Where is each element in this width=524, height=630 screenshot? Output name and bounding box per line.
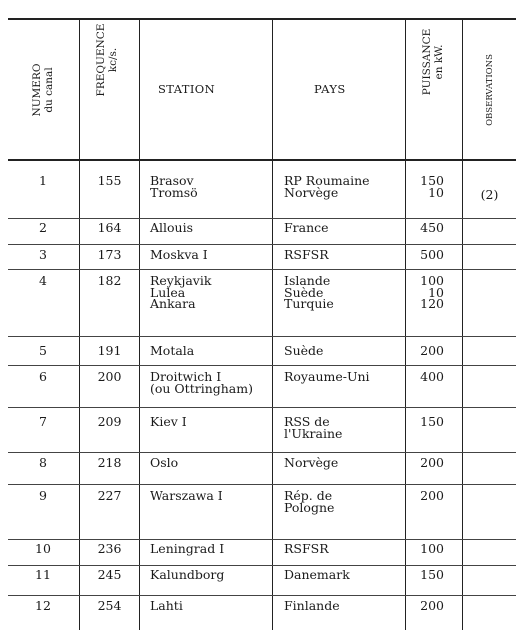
cell-frequence: 209	[97, 414, 122, 429]
cell-pays	[284, 569, 350, 581]
cell-station	[150, 569, 224, 581]
cell-line: 200	[420, 598, 444, 613]
row-divider	[8, 484, 516, 485]
cell-frequence: 245	[97, 567, 122, 582]
cell-pays	[284, 175, 370, 198]
cell-line: 100	[420, 273, 444, 288]
cell-line: Finlande	[284, 598, 340, 613]
cell-station	[150, 275, 211, 310]
cell-line: 120	[420, 296, 444, 311]
cell-puissance	[406, 345, 444, 357]
cell-line: 500	[420, 247, 444, 262]
cell-pays	[284, 457, 338, 469]
cell-line: l'Ukraine	[284, 425, 343, 441]
row-divider	[8, 365, 516, 366]
row-divider	[8, 452, 516, 453]
cell-numero: 4	[39, 273, 47, 288]
cell-frequence: 173	[97, 247, 122, 262]
cell-puissance	[406, 569, 444, 581]
cell-line: 150	[420, 567, 444, 582]
cell-line: Motala	[150, 343, 195, 358]
cell-puissance	[406, 543, 444, 555]
cell-frequence: 218	[97, 455, 122, 470]
cell-line: Suède	[284, 343, 324, 358]
cell-frequence: 191	[97, 343, 122, 358]
cell-line: Droitwich I	[150, 369, 222, 384]
cell-line: Lulea	[150, 284, 186, 300]
header-station: STATION	[158, 82, 216, 96]
cell-line: Lahti	[150, 598, 183, 613]
cell-line: RSS de	[284, 414, 330, 429]
cell-frequence: 236	[97, 541, 122, 556]
cell-line: 450	[420, 220, 444, 235]
cell-station	[150, 345, 194, 357]
cell-numero: 11	[35, 567, 51, 582]
cell-line: Suède	[284, 284, 324, 300]
cell-pays	[284, 275, 334, 310]
cell-numero: 9	[39, 488, 47, 503]
cell-line: Moskva I	[150, 247, 208, 262]
cell-frequence: 155	[97, 173, 122, 188]
row-divider	[8, 336, 516, 337]
cell-line: 200	[420, 343, 444, 358]
cell-line: Leningrad I	[150, 541, 225, 556]
cell-puissance	[406, 175, 444, 198]
cell-pays	[284, 222, 329, 234]
cell-pays	[284, 600, 340, 612]
cell-line: RSFSR	[284, 247, 329, 262]
cell-line: RP Roumaine	[284, 173, 370, 188]
row-divider	[8, 407, 516, 408]
cell-puissance	[406, 457, 444, 469]
row-divider	[8, 244, 516, 245]
cell-puissance	[406, 490, 444, 502]
cell-line: Royaume-Uni	[284, 369, 370, 384]
cell-line: Oslo	[150, 455, 179, 470]
cell-line: (ou Ottringham)	[150, 380, 253, 396]
cell-frequence: 254	[97, 598, 122, 613]
cell-puissance	[406, 600, 444, 612]
cell-line: Norvège	[284, 184, 339, 200]
cell-line: Pologne	[284, 499, 335, 515]
cell-frequence: 164	[97, 220, 122, 235]
cell-pays	[284, 543, 329, 555]
cell-line: Rép. de	[284, 488, 333, 503]
header-observations: OBSERVATIONS	[485, 54, 495, 126]
cell-line: 10	[428, 184, 444, 200]
cell-line: 150	[420, 173, 444, 188]
cell-line: Allouis	[150, 220, 194, 235]
row-divider	[8, 595, 516, 596]
cell-line: 200	[420, 455, 444, 470]
cell-puissance	[406, 371, 444, 383]
cell-line: Tromsö	[150, 184, 198, 200]
top-rule	[8, 18, 516, 20]
cell-frequence: 200	[97, 369, 122, 384]
cell-line: Brasov	[150, 173, 194, 188]
cell-station	[150, 490, 223, 502]
cell-pays	[284, 345, 323, 357]
cell-line: France	[284, 220, 329, 235]
cell-numero: 6	[39, 369, 47, 384]
cell-numero: 7	[39, 414, 47, 429]
cell-observations: (2)	[480, 187, 499, 202]
cell-line: Warszawa I	[150, 488, 223, 503]
cell-station	[150, 249, 208, 261]
cell-line: Islande	[284, 273, 331, 288]
cell-pays	[284, 371, 370, 383]
header-bottom-rule	[8, 159, 516, 161]
header-frequence: FREQUENCE kc/s.	[95, 23, 119, 97]
cell-line: RSFSR	[284, 541, 329, 556]
cell-numero: 2	[39, 220, 47, 235]
cell-numero: 5	[39, 343, 47, 358]
cell-frequence: 227	[97, 488, 122, 503]
row-divider	[8, 269, 516, 270]
cell-station	[150, 457, 178, 469]
cell-numero: 12	[35, 598, 51, 613]
cell-puissance	[406, 222, 444, 234]
row-divider	[8, 218, 516, 219]
cell-line: Kalundborg	[150, 567, 225, 582]
cell-line: 150	[420, 414, 444, 429]
cell-line: Turquie	[284, 296, 334, 311]
cell-pays	[284, 416, 342, 439]
cell-pays	[284, 490, 334, 513]
cell-station	[150, 222, 193, 234]
cell-puissance	[406, 249, 444, 261]
cell-line: 200	[420, 488, 444, 503]
cell-pays	[284, 249, 329, 261]
cell-line: Danemark	[284, 567, 350, 582]
cell-line: Norvège	[284, 455, 339, 470]
cell-line: Ankara	[150, 296, 196, 311]
cell-station	[150, 371, 253, 394]
cell-line: 100	[420, 541, 444, 556]
cell-line: 400	[420, 369, 444, 384]
row-divider	[8, 539, 516, 540]
cell-line: 10	[428, 284, 444, 300]
cell-station	[150, 416, 187, 428]
row-divider	[8, 565, 516, 566]
cell-frequence: 182	[97, 273, 122, 288]
cell-numero: 1	[39, 173, 47, 188]
cell-puissance	[406, 416, 444, 428]
cell-numero: 3	[39, 247, 47, 262]
cell-line: Kiev I	[150, 414, 187, 429]
header-numero: NUMERO du canal	[31, 63, 55, 117]
cell-station	[150, 543, 224, 555]
header-puissance: PUISSANCE en kW.	[421, 28, 445, 96]
header-pays: PAYS	[314, 82, 346, 96]
cell-station	[150, 175, 198, 198]
cell-numero: 8	[39, 455, 47, 470]
cell-numero: 10	[35, 541, 51, 556]
cell-line: Reykjavik	[150, 273, 212, 288]
cell-station	[150, 600, 183, 612]
cell-puissance	[406, 275, 444, 310]
